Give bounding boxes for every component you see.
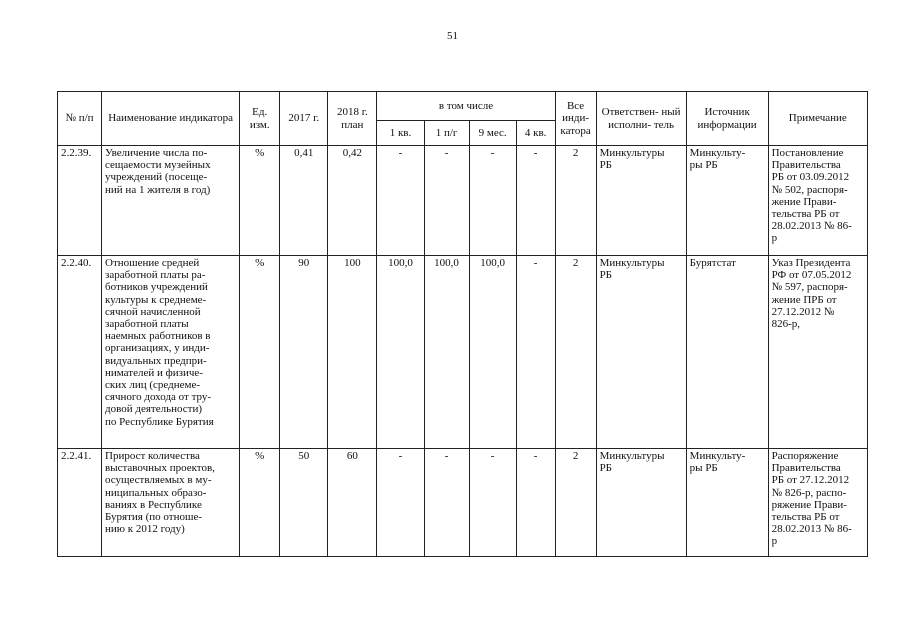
cell-q4: - xyxy=(516,256,555,449)
header-2018: 2018 г. план xyxy=(328,92,377,146)
cell-2018: 100 xyxy=(328,256,377,449)
cell-name: Увеличение числа по- сещаемости музейных учреждений (посеще- ний на 1 жителя в год) xyxy=(102,146,240,256)
cell-unit: % xyxy=(240,146,280,256)
cell-responsible: Минкультуры РБ xyxy=(596,449,686,557)
header-note: Примечание xyxy=(768,92,867,146)
header-source: Источник информации xyxy=(686,92,768,146)
cell-q4: - xyxy=(516,449,555,557)
cell-2017: 0,41 xyxy=(280,146,328,256)
cell-note: Указ Президента РФ от 07.05.2012 № 597, распоря- жение ПРБ от 27.12.2012 № 826-р, xyxy=(768,256,867,449)
header-name: Наименование индикатора xyxy=(102,92,240,146)
header-unit: Ед. изм. xyxy=(240,92,280,146)
cell-source: Минкульту- ры РБ xyxy=(686,449,768,557)
cell-unit: % xyxy=(240,256,280,449)
cell-responsible: Минкультуры РБ xyxy=(596,146,686,256)
cell-h1: - xyxy=(424,449,469,557)
header-no: № п/п xyxy=(58,92,102,146)
cell-2018: 60 xyxy=(328,449,377,557)
cell-9m: 100,0 xyxy=(469,256,516,449)
cell-source: Бурятстат xyxy=(686,256,768,449)
cell-unit: % xyxy=(240,449,280,557)
header-total: Все инди- катора xyxy=(555,92,596,146)
cell-responsible: Минкультуры РБ xyxy=(596,256,686,449)
cell-2017: 90 xyxy=(280,256,328,449)
header-2017: 2017 г. xyxy=(280,92,328,146)
cell-q1: - xyxy=(377,146,424,256)
header-row-top xyxy=(58,92,868,121)
table-row xyxy=(58,146,868,256)
cell-9m: - xyxy=(469,146,516,256)
cell-q1: 100,0 xyxy=(377,256,424,449)
cell-note: Постановление Правительства РБ от 03.09.2012 № 502, распоря- жение Прави- тельства РБ от 28.02.2013 № 86- р xyxy=(768,146,867,256)
table-row xyxy=(58,256,868,449)
table-row xyxy=(58,449,868,557)
cell-no: 2.2.40. xyxy=(58,256,102,449)
cell-name: Прирост количества выставочных проектов, осуществляемых в му- ниципальных образо- ваниях в Республике Бурятия (по отноше- нию к 2012 году) xyxy=(102,449,240,557)
header-9m: 9 мес. xyxy=(469,121,516,146)
cell-no: 2.2.41. xyxy=(58,449,102,557)
cell-total: 2 xyxy=(555,146,596,256)
cell-source: Минкульту- ры РБ xyxy=(686,146,768,256)
header-h1: 1 п/г xyxy=(424,121,469,146)
indicators-table xyxy=(57,91,868,557)
page-number: 51 xyxy=(447,30,458,42)
cell-h1: 100,0 xyxy=(424,256,469,449)
cell-name: Отношение средней заработной платы ра- ботников учреждений культуры к среднеме- сячной начисленной заработной платы наемных работников в организациях, у инди- видуальных предпри- нимателей и физиче- ских лиц (среднеме- сячного дохода от тру- довой деятельности) по Республике Бурятия xyxy=(102,256,240,449)
cell-h1: - xyxy=(424,146,469,256)
cell-q4: - xyxy=(516,146,555,256)
header-including: в том числе xyxy=(377,92,555,121)
cell-total: 2 xyxy=(555,256,596,449)
cell-2018: 0,42 xyxy=(328,146,377,256)
header-q4: 4 кв. xyxy=(516,121,555,146)
cell-no: 2.2.39. xyxy=(58,146,102,256)
cell-note: Распоряжение Правительства РБ от 27.12.2012 № 826-р, распо- ряжение Прави- тельства РБ от 28.02.2013 № 86- р xyxy=(768,449,867,557)
header-q1: 1 кв. xyxy=(377,121,424,146)
cell-9m: - xyxy=(469,449,516,557)
cell-2017: 50 xyxy=(280,449,328,557)
cell-total: 2 xyxy=(555,449,596,557)
header-responsible: Ответствен- ный исполни- тель xyxy=(596,92,686,146)
cell-q1: - xyxy=(377,449,424,557)
